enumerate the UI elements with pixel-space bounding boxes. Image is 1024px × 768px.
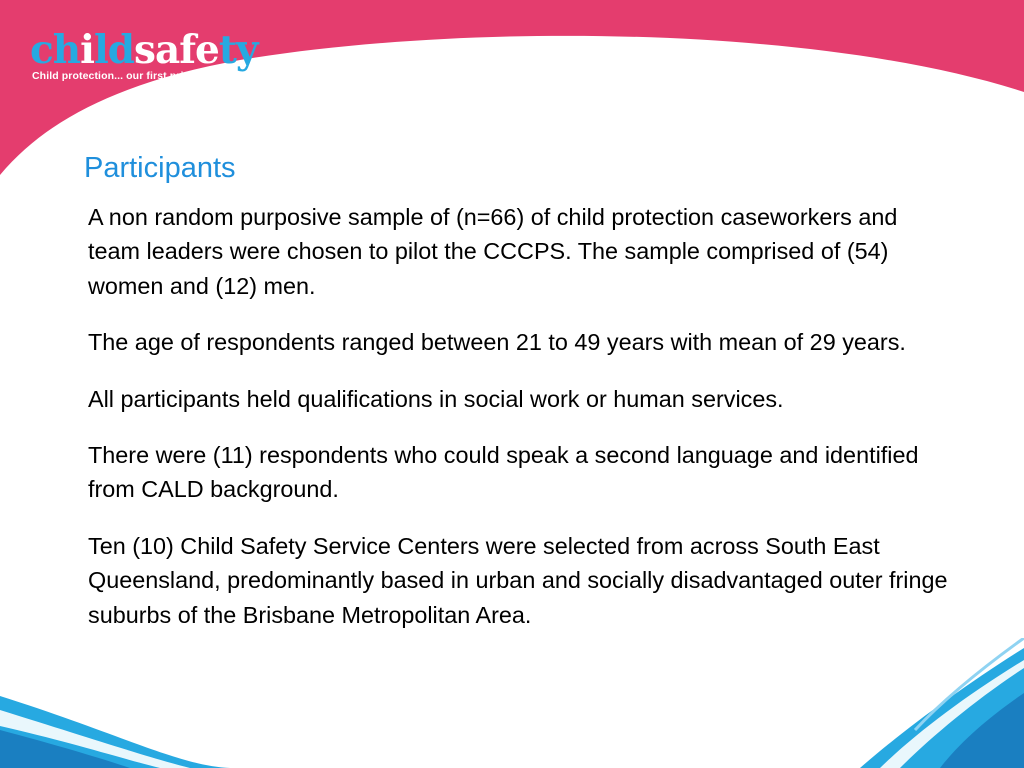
logo-word-part: ld — [93, 27, 135, 73]
logo-word-part: i — [80, 27, 94, 73]
footer-swoosh — [0, 638, 1024, 768]
slide-title: Participants — [84, 152, 236, 184]
slide-body — [88, 200, 948, 654]
childsafety-logo — [30, 27, 258, 88]
logo-word-part: safe — [134, 27, 219, 73]
logo-word-part: ch — [30, 27, 81, 73]
paragraph-centers: Ten (10) Child Safety Service Centers were selected from across South East Queensland, predominantly based in urban and socially disadvantaged outer fringe suburbs of the Brisbane Metropolitan Area. — [88, 532, 948, 628]
paragraph-age: The age of respondents ranged between 21 to 49 years with mean of 29 years. — [88, 329, 906, 356]
paragraph-sample: A non random purposive sample of (n=66) of child protection caseworkers and team leaders were chosen to pilot the CCCPS. The sample comprised of (54) women and (12) men. — [88, 204, 898, 299]
logo-tagline: Child protection... our first priority — [32, 70, 207, 82]
paragraph-qualifications: All participants held qualifications in social work or human services. — [88, 385, 784, 412]
logo-word-part: ty — [218, 27, 258, 73]
logo-wordmark — [30, 28, 258, 72]
paragraph-language: There were (11) respondents who could speak a second language and identified from CALD background. — [88, 442, 919, 503]
